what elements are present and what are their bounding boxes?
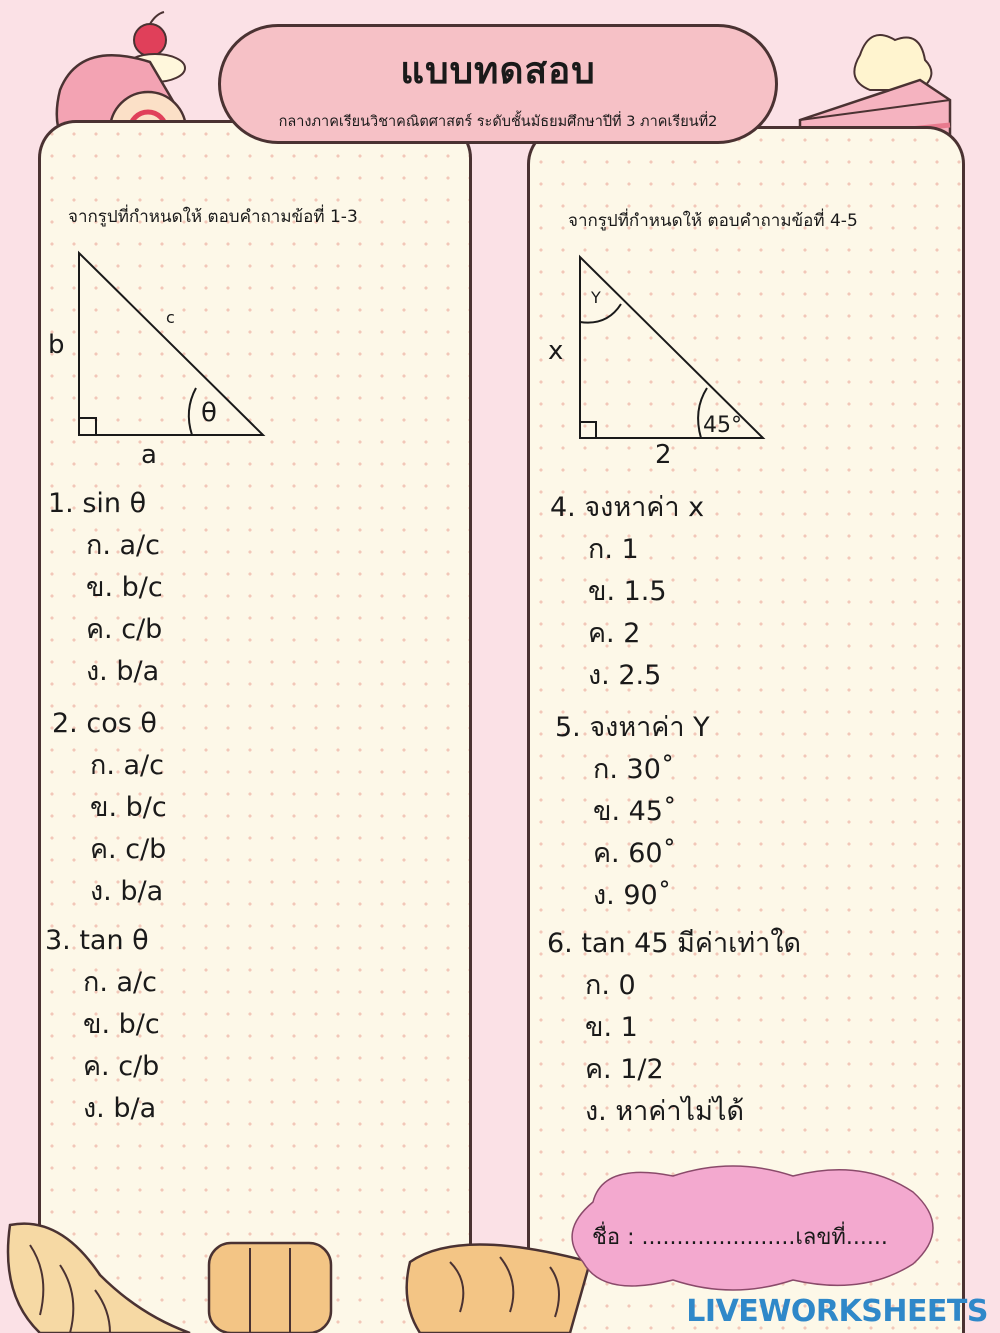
page-title: แบบทดสอบ (400, 49, 596, 92)
side-c-label: c (166, 308, 175, 327)
question-4 (550, 487, 704, 697)
q6-option-d[interactable]: ง. หาค่าไม่ได้ (585, 1096, 745, 1127)
q4-option-a[interactable]: ก. 1 (588, 534, 639, 565)
q3-option-c[interactable]: ค. c/b (83, 1051, 160, 1082)
side-2-label: 2 (655, 440, 672, 470)
q6-option-c[interactable]: ค. 1/2 (585, 1054, 664, 1085)
question-5-text: 5. จงหาค่า Y (555, 712, 710, 743)
q2-option-d[interactable]: ง. b/a (90, 876, 164, 907)
triangle-figure-1 (76, 250, 276, 440)
question-4-text: 4. จงหาค่า x (550, 492, 705, 523)
question-1 (48, 483, 163, 693)
q6-option-b[interactable]: ข. 1 (585, 1012, 638, 1043)
question-3 (45, 920, 160, 1130)
q2-option-a[interactable]: ก. a/c (90, 750, 164, 781)
question-6 (547, 923, 801, 1133)
q1-option-b[interactable]: ข. b/c (86, 572, 163, 603)
q1-option-d[interactable]: ง. b/a (86, 656, 160, 687)
side-x-label: x (548, 336, 564, 366)
side-b-label: b (48, 330, 65, 360)
q4-option-d[interactable]: ง. 2.5 (588, 660, 662, 691)
q1-option-a[interactable]: ก. a/c (86, 530, 160, 561)
right-instruction: จากรูปที่กำหนดให้ ตอบคำถามข้อที่ 4-5 (568, 211, 858, 231)
title-banner (218, 24, 778, 144)
side-a-label: a (141, 440, 157, 470)
q3-option-a[interactable]: ก. a/c (83, 967, 157, 998)
q3-option-d[interactable]: ง. b/a (83, 1093, 157, 1124)
q5-option-b[interactable]: ข. 45˚ (593, 796, 677, 827)
student-name-field[interactable]: ชื่อ : ......................เลขที่...... (592, 1225, 888, 1250)
q4-option-b[interactable]: ข. 1.5 (588, 576, 667, 607)
angle-theta-label: θ (201, 398, 217, 428)
croissant-icon (0, 1215, 200, 1333)
angle-45-label: 45° (703, 413, 742, 438)
q4-option-c[interactable]: ค. 2 (588, 618, 641, 649)
question-1-text: 1. sin θ (48, 488, 147, 519)
left-instruction: จากรูปที่กำหนดให้ ตอบคำถามข้อที่ 1-3 (68, 207, 358, 227)
q5-option-a[interactable]: ก. 30˚ (593, 754, 675, 785)
q2-option-b[interactable]: ข. b/c (90, 792, 167, 823)
q6-option-a[interactable]: ก. 0 (585, 970, 636, 1001)
q5-option-d[interactable]: ง. 90˚ (593, 880, 672, 911)
page-subtitle: กลางภาคเรียนวิชาคณิตศาสตร์ ระดับชั้นมัธยมศึกษาปีที่ 3 ภาคเรียนที่2 (278, 114, 718, 130)
bread-loaf-icon (205, 1228, 335, 1333)
question-3-text: 3. tan θ (45, 925, 149, 956)
question-2 (52, 703, 167, 913)
question-5 (555, 707, 710, 917)
q1-option-c[interactable]: ค. c/b (86, 614, 163, 645)
q2-option-c[interactable]: ค. c/b (90, 834, 167, 865)
question-6-text: 6. tan 45 มีค่าเท่าใด (547, 928, 802, 959)
liveworksheets-logo: LIVEWORKSHEETS (686, 1294, 988, 1329)
angle-y-label: Y (591, 288, 601, 307)
question-2-text: 2. cos θ (52, 708, 157, 739)
q3-option-b[interactable]: ข. b/c (83, 1009, 160, 1040)
q5-option-c[interactable]: ค. 60˚ (593, 838, 677, 869)
